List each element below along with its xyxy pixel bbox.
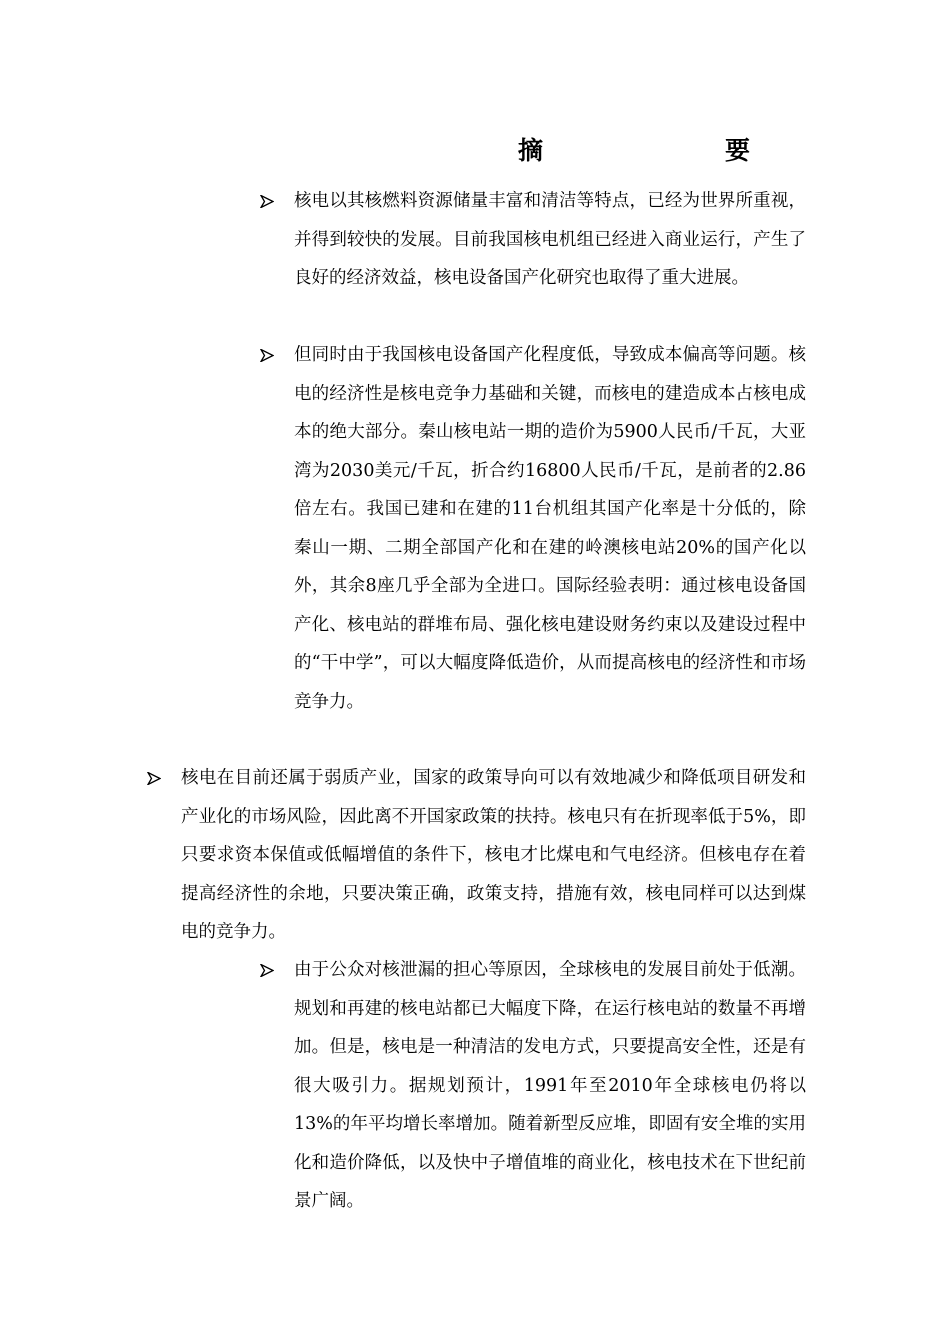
bullet-text: 由于公众对核泄漏的担心等原因，全球核电的发展目前处于低潮。规划和再建的核电站都已大幅度下降，在运行核电站的数量不再增加。但是，核电是一种清洁的发电方式，只要提高安全性，还是有很大吸引力。据规划预计，1991年至2010年全球核电仍将以13%的年平均增长率增加。随着新型反应堆，即固有安全堆的实用化和造价降低，以及快中子增值堆的商业化，核电技术在下世纪前景广阔。 [294,960,806,1211]
bullet-text: 核电以其核燃料资源储量丰富和清洁等特点，已经为世界所重视，并得到较快的发展。目前我国核电机组已经进入商业运行，产生了良好的经济效益，核电设备国产化研究也取得了重大进展。 [294,191,806,288]
arrow-bullet-icon [260,336,274,375]
page-title: 摘 要 [518,136,795,165]
arrow-bullet-icon [147,759,161,798]
arrow-bullet-icon [260,182,274,221]
bullet-text: 核电在目前还属于弱质产业，国家的政策导向可以有效地减少和降低项目研发和产业化的市场风险，因此离不开国家政策的扶持。核电只有在折现率低于5%，即只要求资本保值或低幅增值的条件下，核电才比煤电和气电经济。但核电存在着提高经济性的余地，只要决策正确，政策支持，措施有效，核电同样可以达到煤电的竞争力。 [181,768,806,942]
bullet-text: 但同时由于我国核电设备国产化程度低，导致成本偏高等问题。核电的经济性是核电竞争力基础和关键，而核电的建造成本占核电成本的绝大部分。秦山核电站一期的造价为5900人民币/千瓦，大亚湾为2030美元/千瓦，折合约16800人民币/千瓦，是前者的2.86倍左右。我国已建和在建的11台机组其国产化率是十分低的，除秦山一期、二期全部国产化和在建的岭澳核电站20%的国产化以外，其余8座几乎全部为全进口。国际经验表明：通过核电设备国产化、核电站的群堆布局、强化核电建设财务约束以及建设过程中的“干中学”，可以大幅度降低造价，从而提高核电的经济性和市场竞争力。 [294,345,806,712]
arrow-bullet-icon [260,951,274,990]
